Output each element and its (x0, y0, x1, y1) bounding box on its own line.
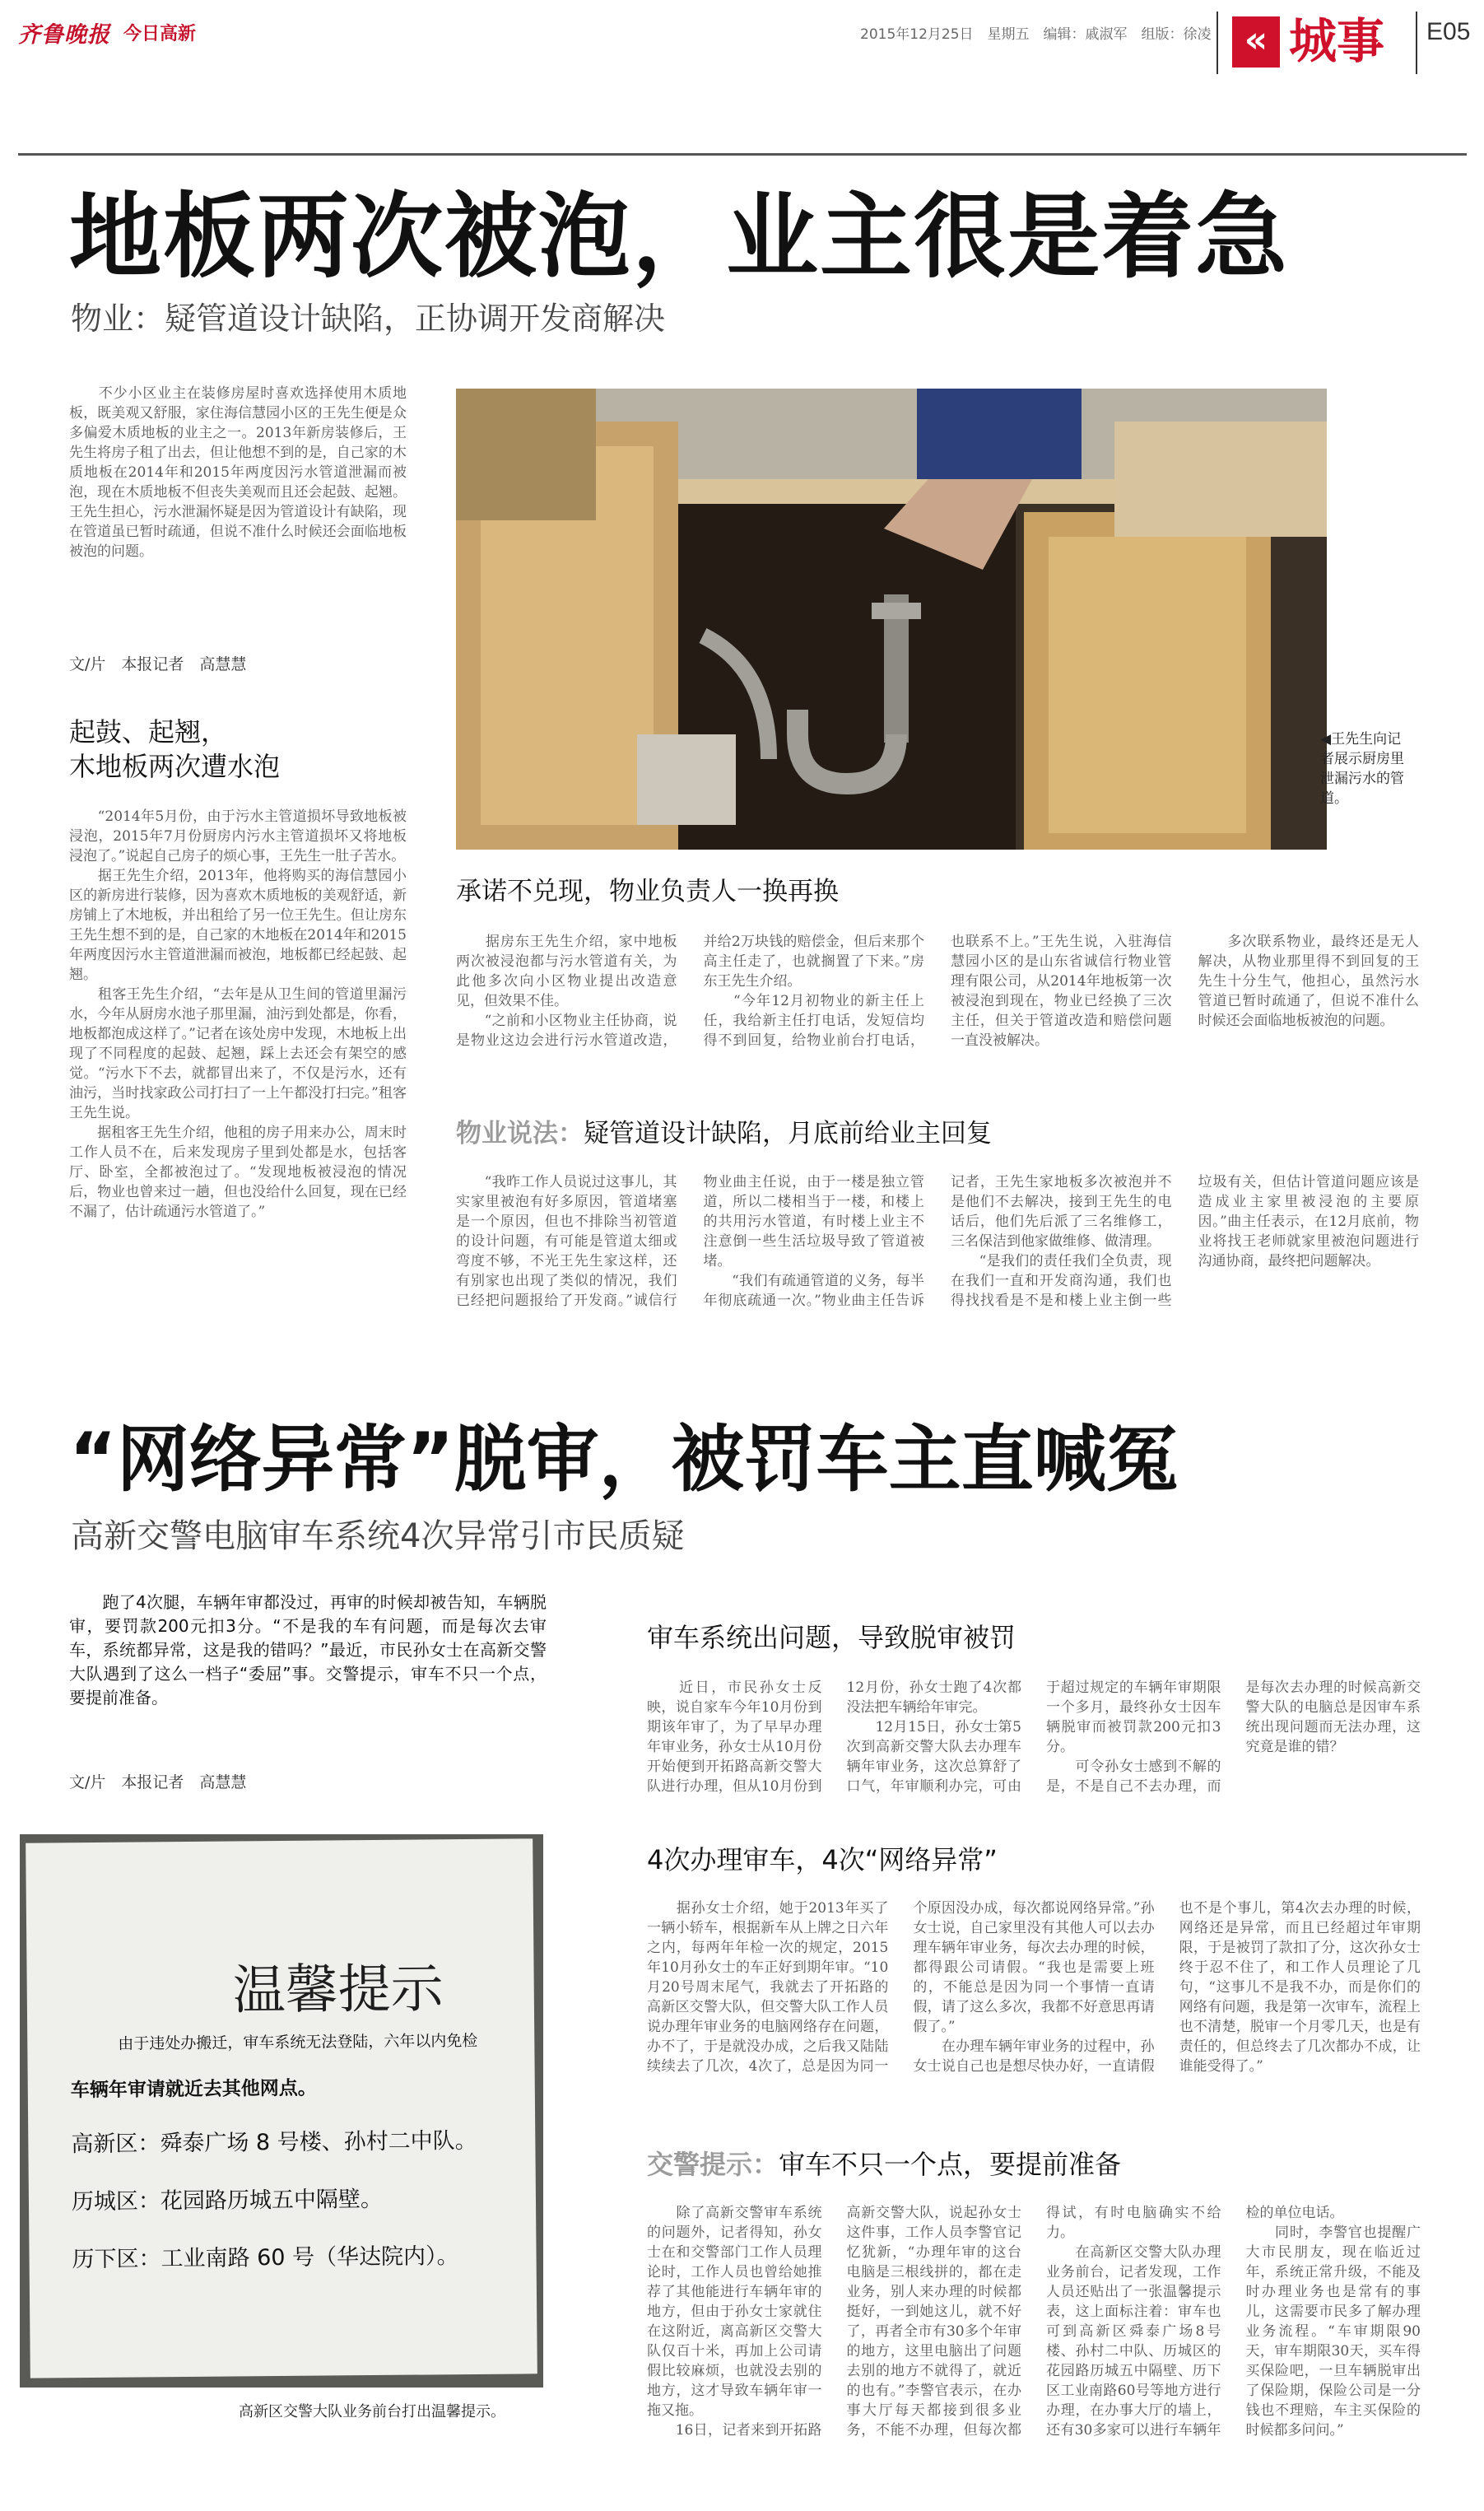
kitchen-pipes-photo (456, 389, 1327, 850)
newspaper-logo: 齐鲁晚报 (18, 22, 110, 48)
story2-headline: “网络异常”脱审，被罚车主直喊冤 (69, 1417, 1179, 1502)
story2-section3-label: 交警提示： (647, 2149, 779, 2180)
story1-section2-title: 承诺不兑现，物业负责人一换再换 (456, 877, 839, 906)
notice-row1-value: 舜泰广场 8 号楼、孙村二中队。 (160, 2127, 477, 2157)
page-number: E05 (1426, 18, 1471, 45)
masthead-rule (18, 153, 1467, 156)
story1-section1-body: “2014年5月份，由于污水主管道损坏导致地板被浸泡，2015年7月份厨房内污水主管道损坏又将地板浸泡了。”说起自己房子的烦心事，王先生一肚子苦水。 据王先生介绍，2013年，他将购买的海信慧园小区的新房进行装修，因为喜欢木质地板的美观舒适，新房铺上了木地板，并出租给了另一位王先生。但让房东王先生想不到的是，自己家的木地板在2014年和2015年两度因污水主管道泄漏而被泡，地板都已经起鼓、起翘。 租客王先生介绍，“去年是从卫生间的管道里漏污水，今年从厨房水池子那里漏，油污到处都是，你看，地板都泡成这样了。”记者在该处房中发现，木地板上出现了不同程度的起鼓、起翘，踩上去还会有架空的感觉。“污水下不去，就都冒出来了，不仅是污水，还有油污，当时找家政公司打扫了一上午都没打扫完。”租客王先生说。 据租客王先生介绍，他租的房子用来办公，周末时工作人员不在，后来发现房子里到处都是水，包括客厅、卧室，全都被泡过了。“发现地板被浸泡的情况后，物业也曾来过一趟，但也没给什么回复，现在已经不漏了，估计疏通污水管道了。” (69, 808, 407, 1220)
story1-section1-title: 起鼓、起翘， 木地板两次遭水泡 (69, 716, 281, 782)
section-name: 城事 (1289, 13, 1385, 69)
story2-section1-body: 近日，市民孙女士反映，说自家车今年10月份到期该年审了，为了早早办理年审业务，孙女士从10月份开始便到开拓路高新交警大队进行办理，但从10月份到12月份，孙女士跑了4次都没法把车辆给年审完。 12月15日，孙女士第5次到高新交警大队去办理车辆年审业务，这次总算舒了口气，年审顺利办完，可由于超过规定的车辆年审期限一个多月，最终孙女士因车辆脱审而被罚款200元扣3分。 可令孙女士感到不解的是，不是自己不去办理，而是每次去办理的时候高新交警大队的电脑总是因审车系统出现问题而无法办理，这究竟是谁的错？ (647, 1679, 1421, 1795)
warm-notice-photo (20, 1834, 543, 2388)
story2-intro: 跑了4次腿，车辆年审都没过，再审的时候却被告知，车辆脱审，要罚款200元扣3分。“不是我的车有问题，而是每次去审车，系统都异常，这是我的错吗？”最近，市民孙女士在高新交警大队遇到了这么一档子“委屈”事。交警提示，审车不只一个点，要提前准备。 (69, 1592, 547, 1707)
notice-line2: 车辆年审请就近去其他网点。 (70, 2077, 317, 2102)
story2-section2-body: 据孙女士介绍，她于2013年买了一辆小轿车，根据新车从上牌之日六年之内，每两年年检一次的规定，2015年10月孙女士的车正好到期年审。“10月20号周末尾气，我就去了开拓路的高新区交警大队，但交警大队工作人员说办理年审业务的电脑网络存在问题，办不了，于是就没办成，之后我又陆陆续续去了几次，4次了，总是因为同一个原因没办成，每次都说网络异常。”孙女士说，自己家里没有其他人可以去办理车辆年审业务，每次去办理的时候，都得跟公司请假。“我也是需要上班的，不能总是因为同一个事情一直请假，请了这么多次，我都不好意思再请假了。” 在办理车辆年审业务的过程中，孙女士说自己也是想尽快办好，一直请假也不是个事儿，第4次去办理的时候，网络还是异常，而且已经超过年审期限，于是被罚了款扣了分，这次孙女士终于忍不住了，和工作人员理论了几句，“这事儿不是我不办，而是你们的网络有问题，我是第一次审车，流程上也不清楚，脱审一个月零几天，也是有责任的，但总终去了几次都办不成，让谁能受得了。” (647, 1900, 1421, 2075)
masthead-divider (1217, 12, 1218, 74)
notice-row1 (71, 2122, 477, 2158)
story1-intro: 不少小区业主在装修房屋时喜欢选择使用木质地板，既美观又舒服，家住海信慧园小区的王先生便是众多偏爱木质地板的业主之一。2013年新房装修后，王先生将房子租了出去，但让他想不到的是，自己家的木质地板在2014年和2015年两度因污水管道泄漏而被泡，现在木质地板不但丧失美观而且还会起鼓、起翘。王先生担心，污水泄漏怀疑是因为管道设计有缺陷，现在管道虽已暂时疏通，但说不准什么时候还会面临地板被泡的问题。 (69, 385, 407, 560)
edition-name: 今日高新 (123, 24, 197, 44)
story2-section2-title: 4次办理审车，4次“网络异常” (647, 1844, 998, 1875)
story1-section3-body: “我昨工作人员说过这事儿，其实家里被泡有好多原因，管道堵塞是一个原因，但也不排除当初管道的设计问题，有可能是管道太细或弯度不够，不光王先生家这样，还有别家也出现了类似的情况，我们已经把问题报给了开发商。”诚信行物业曲主任说，由于一楼是独立管道，所以二楼相当于一楼，和楼上的共用污水管道，有时楼上业主不注意倒一些生活垃圾导致了管道被堵。 “我们有疏通管道的义务，每半年彻底疏通一次。”物业曲主任告诉记者，王先生家地板多次被泡并不是他们不去解决，接到王先生的电话后，他们先后派了三名维修工，三名保洁到他家做维修、做清理。 “是我们的责任我们全负责，现在我们一直和开发商沟通，我们也得找找看是不是和楼上业主倒一些垃圾有关，但估计管道问题应该是造成业主家里被浸泡的主要原因。”曲主任表示，在12月底前，物业将找王老师就家里被泡问题进行沟通协商，最终把问题解决。 (456, 1174, 1419, 1309)
issue-meta: 2015年12月25日 星期五 编辑：戚淑军 组版：徐凌 (860, 26, 1212, 43)
story2-section3-title: 审车不只一个点，要提前准备 (779, 2149, 1122, 2180)
chevron-left-icon: « (1232, 16, 1280, 68)
story2-section3-body: 除了高新交警审车系统的问题外，记者得知，孙女士在和交警部门工作人员理论时，工作人员也曾给她推荐了其他能进行车辆年审的地方，但由于孙女士家就住在这附近，离高新区交警大队仅百十米，再加上公司请假比较麻烦，也就没去别的地方，这才导致车辆年审一拖又拖。 16日，记者来到开拓路高新交警大队，说起孙女士这件事，工作人员李警官记忆犹新，“办理年审的这台电脑是三根线拼的，都在走业务，别人来办理的时候都挺好，一到她这儿，就不好了，再者全市有30多个年审的地方，这里电脑出了问题去别的地方不就得了，就近的也有。”李警官表示，在办事大厅每天都接到很多业务，不能不办理，但每次都得试，有时电脑确实不给力。 在高新区交警大队办理业务前台，记者发现，工作人员还贴出了一张温馨提示表，这上面标注着：审车也可到高新区舜泰广场8号楼、孙村二中队、历城区的花园路历城五中隔壁、历下区工业南路60号等地方进行办理，在办事大厅的墙上，还有30多家可以进行车辆年检的单位电话。 同时，李警官也提醒广大市民朋友，现在临近过年，系统正常升级，不能及时办理业务也是常有的事儿，这需要市民多了解办理业务流程。“车审期限90天，审车期限30天，买车得买保险吧，一旦车辆脱审出了保险期，保险公司是一分钱也不理赔，车主买保险的时候都多问问。” (647, 2205, 1421, 2439)
story1-headline: 地板两次被泡，业主很是着急 (69, 184, 1289, 291)
story2-byline: 文/片 本报记者 高慧慧 (69, 1773, 247, 1791)
story2-section1-title: 审车系统出问题，导致脱审被罚 (647, 1622, 1016, 1653)
story1-section2-body: 据房东王先生介绍，家中地板两次被浸泡都与污水管道有关，为此他多次向小区物业提出改造意见，但效果不佳。 “之前和小区物业主任协商，说是物业这边会进行污水管道改造，并给2万块钱的赔偿金，但后来那个高主任走了，也就搁置了下来。”房东王先生介绍。 “今年12月初物业的新主任上任，我给新主任打电话，发短信均得不到回复，给物业前台打电话，也联系不上。”王先生说，入驻海信慧园小区的是山东省诚信行物业管理有限公司，从2014年地板第一次被浸泡到现在，物业已经换了三次主任，但关于管道改造和赔偿问题一直没被解决。 多次联系物业，最终还是无人解决，从物业那里得不到回复的王先生十分生气，他担心，虽然污水管道已暂时疏通了，但说不准什么时候还会面临地板被泡的问题。 (456, 934, 1419, 1049)
notice-row1-label: 高新区： (71, 2131, 160, 2158)
notice-line1: 由于违处办搬迁，审车系统无法登陆，六年以内免检 (118, 2031, 478, 2053)
notice-row2-value: 花园路历城五中隔壁。 (160, 2186, 384, 2215)
story2-section3-title-row (647, 2147, 1121, 2182)
notice-row3 (72, 2238, 458, 2273)
story2-subheadline: 高新交警电脑审车系统4次异常引市民质疑 (71, 1517, 685, 1555)
notice-paper (26, 1838, 537, 2378)
notice-title: 温馨提示 (232, 1959, 444, 2022)
notice-row2 (72, 2181, 383, 2215)
story1-section3-title: 疑管道设计缺陷，月底前给业主回复 (584, 1119, 992, 1148)
story2-photo-caption: 高新区交警大队业务前台打出温馨提示。 (239, 2403, 505, 2420)
story1-byline: 文/片 本报记者 高慧慧 (69, 655, 247, 673)
pipe-leak-illustration (456, 389, 1327, 850)
story1-section3-title-row (456, 1116, 992, 1151)
story1-subheadline: 物业：疑管道设计缺陷，正协调开发商解决 (71, 300, 666, 337)
notice-row3-label: 历下区： (72, 2246, 161, 2273)
story1-photo-caption: ◀王先生向记者展示厨房里泄漏污水的管道。 (1320, 731, 1404, 807)
page-num-divider (1416, 12, 1417, 74)
story1-section3-label: 物业说法： (456, 1119, 584, 1148)
notice-row2-label: 历城区： (71, 2188, 161, 2215)
notice-row3-value: 工业南路 60 号（华达院内）。 (160, 2243, 459, 2272)
